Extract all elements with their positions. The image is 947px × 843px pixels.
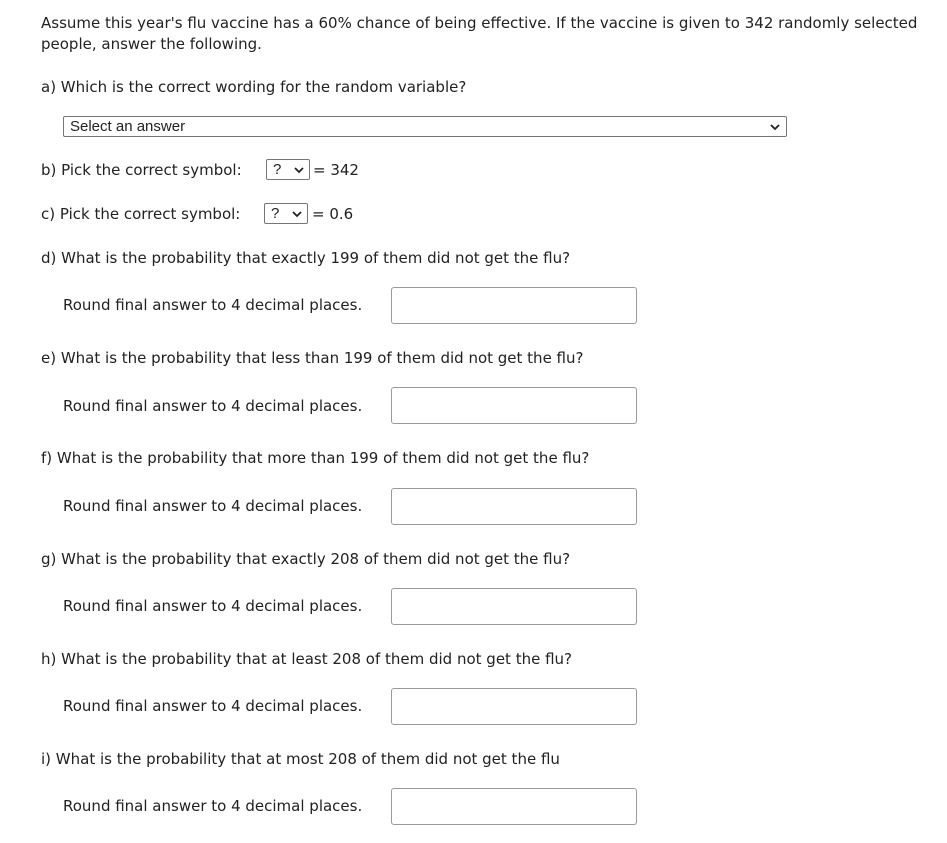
question-b-suffix: = 342: [313, 161, 359, 179]
answer-input-h[interactable]: [391, 688, 637, 725]
question-e: e) What is the probability that less than 199 of them did not get the flu?: [41, 349, 584, 367]
problem-statement: Assume this year's flu vaccine has a 60% chance of being effective. If the vaccine is given to 342 randomly selected people, answer the following.: [41, 14, 918, 53]
answer-input-e[interactable]: [391, 387, 637, 424]
chevron-down-icon: [293, 164, 305, 176]
chevron-down-icon: [769, 121, 781, 133]
question-i: i) What is the probability that at most 208 of them did not get the flu: [41, 750, 560, 768]
symbol-select-c-value: ?: [271, 205, 280, 222]
symbol-select-c[interactable]: [264, 203, 308, 224]
symbol-select-b[interactable]: [266, 159, 310, 180]
question-d: d) What is the probability that exactly 199 of them did not get the flu?: [41, 249, 571, 267]
question-f: f) What is the probability that more than 199 of them did not get the flu?: [41, 449, 590, 467]
question-b-label: b) Pick the correct symbol:: [41, 161, 242, 179]
round-prompt-h: Round final answer to 4 decimal places.: [63, 697, 363, 715]
answer-input-g[interactable]: [391, 588, 637, 625]
answer-input-f[interactable]: [391, 488, 637, 525]
answer-input-d[interactable]: [391, 287, 637, 324]
round-prompt-d: Round final answer to 4 decimal places.: [63, 296, 363, 314]
round-prompt-g: Round final answer to 4 decimal places.: [63, 597, 363, 615]
question-h: h) What is the probability that at least 208 of them did not get the flu?: [41, 650, 572, 668]
question-c-suffix: = 0.6: [312, 205, 354, 223]
question-a: a) Which is the correct wording for the random variable?: [41, 78, 467, 96]
round-prompt-f: Round final answer to 4 decimal places.: [63, 497, 363, 515]
random-variable-select[interactable]: [63, 116, 787, 137]
question-c-label: c) Pick the correct symbol:: [41, 205, 241, 223]
round-prompt-e: Round final answer to 4 decimal places.: [63, 397, 363, 415]
random-variable-select-value: Select an answer: [70, 118, 186, 135]
round-prompt-i: Round final answer to 4 decimal places.: [63, 797, 363, 815]
chevron-down-icon: [291, 208, 303, 220]
symbol-select-b-value: ?: [273, 161, 282, 178]
question-g: g) What is the probability that exactly 208 of them did not get the flu?: [41, 550, 571, 568]
answer-input-i[interactable]: [391, 788, 637, 825]
